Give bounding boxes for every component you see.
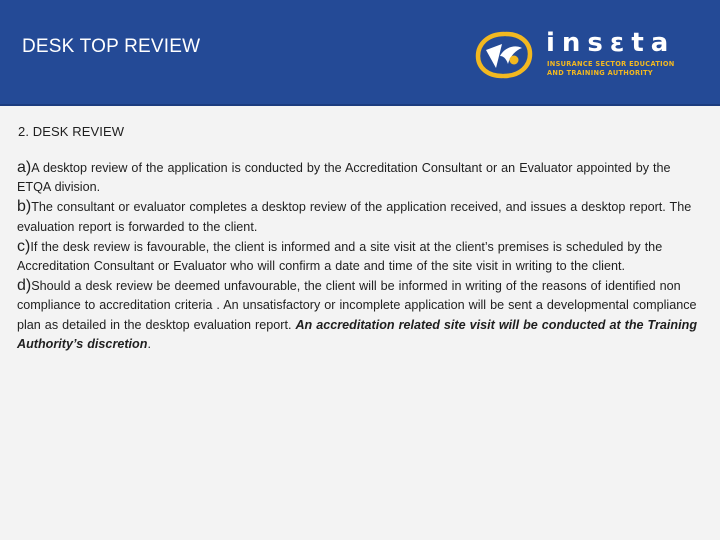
header-band <box>0 0 720 106</box>
section-heading: 2. DESK REVIEW <box>18 124 125 139</box>
inseta-logo <box>474 26 714 86</box>
item-text: If the desk review is favourable, the client is informed and a site visit at the client’s premises is scheduled by the Accreditation Consultant or Evaluator who will confirm a date and time of the site visit in writing to the client. <box>17 239 663 274</box>
slide-title: DESK TOP REVIEW <box>22 36 201 57</box>
list-item <box>17 276 699 354</box>
item-marker: c) <box>17 237 31 255</box>
logo-wordmark: insεta <box>546 28 676 58</box>
logo-tagline-line2: AND TRAINING AUTHORITY <box>547 69 653 77</box>
item-trailing: . <box>147 336 151 351</box>
item-marker: d) <box>17 277 32 295</box>
inseta-emblem-icon <box>474 30 534 80</box>
emphasis-text: An accreditation related site visit will be conducted at the Training Authority’s discretion <box>17 317 698 351</box>
item-marker: b) <box>17 198 32 216</box>
slide-content <box>17 124 699 354</box>
item-text: A desktop review of the application is conducted by the Accreditation Consultant or an Evaluator appointed by the ETQA division. <box>17 161 671 195</box>
list-item <box>17 197 699 236</box>
item-marker: a) <box>17 159 32 176</box>
list-item <box>17 158 699 197</box>
logo-tagline-line1: INSURANCE SECTOR EDUCATION <box>547 60 675 68</box>
item-text: The consultant or evaluator completes a desktop review of the application received, and issues a desktop report. The evaluation report is forwarded to the client. <box>17 200 692 234</box>
list-item <box>17 237 699 276</box>
item-text: Should a desk review be deemed unfavourable, the client will be informed in writing of the reasons of identified non compliance to accreditation criteria . An unsatisfactory or incomplete application will be sent a developmental compliance plan as detailed in the desktop evaluation report. <box>17 279 697 332</box>
logo-tagline <box>547 60 675 78</box>
